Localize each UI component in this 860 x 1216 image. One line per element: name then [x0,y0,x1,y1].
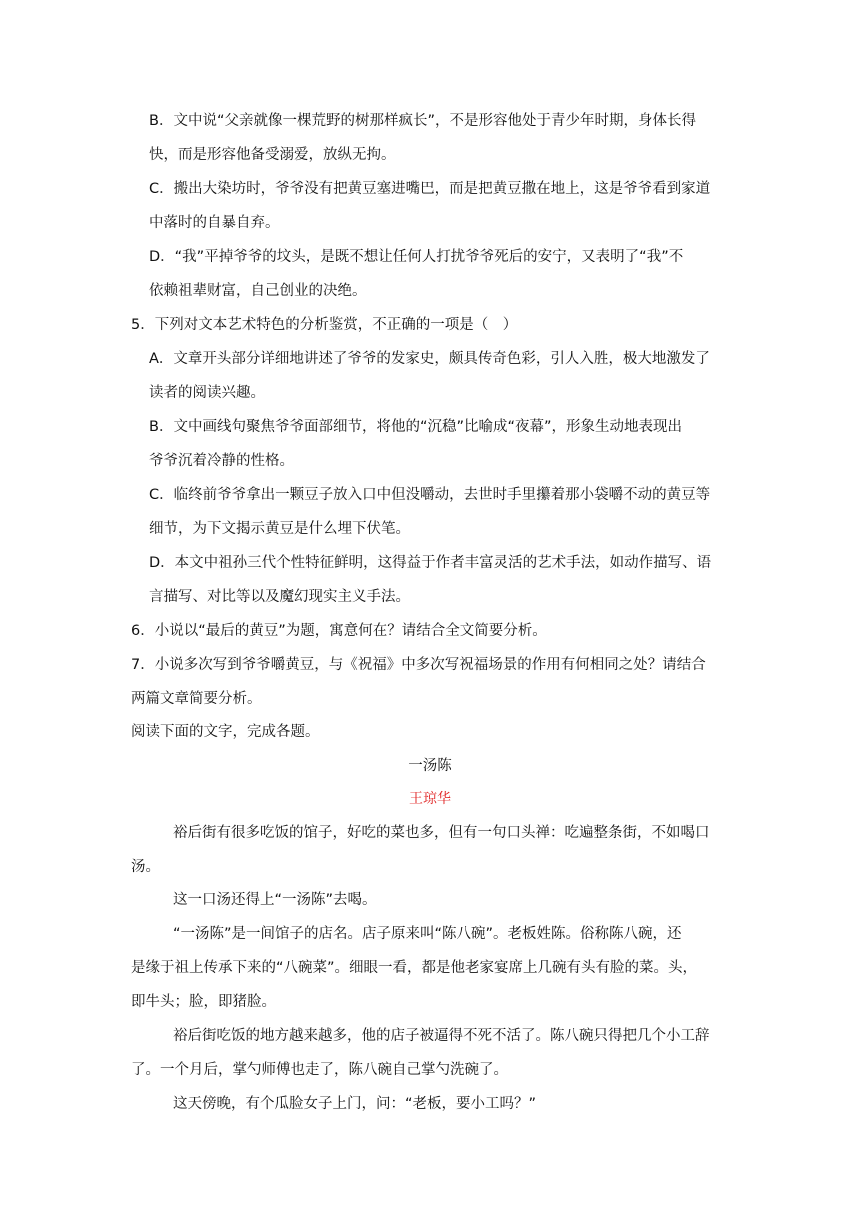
q4-option-c-line2: 中落时的自暴自弃。 [149,215,280,231]
story-paragraph-1-line2: 汤。 [131,859,160,875]
story-title: 一汤陈 [408,758,452,774]
story-paragraph-1-line1: 裕后街有很多吃饭的馆子，好吃的菜也多，但有一句口头禅：吃遍整条街，不如喝口 [173,825,710,841]
q7-stem-line2: 两篇文章简要分析。 [131,691,262,707]
q5-option-d-line2: 言描写、对比等以及魔幻现实主义手法。 [149,589,410,605]
story-paragraph-4-line2: 了。一个月后，掌勺师傅也走了，陈八碗自己掌勺洗碗了。 [131,1062,508,1078]
story-paragraph-2: 这一口汤还得上“一汤陈”去喝。 [173,892,377,908]
q5-option-c-line1: C．临终前爷爷拿出一颗豆子放入口中但没嚼动，去世时手里攥着那小袋嚼不动的黄豆等 [149,487,711,503]
q7-stem-line1: 7．小说多次写到爷爷嚼黄豆，与《祝福》中多次写祝福场景的作用有何相同之处？请结合 [131,657,706,673]
q5-stem: 5．下列对文本艺术特色的分析鉴赏，不正确的一项是（ ） [131,317,518,333]
q4-option-d-line1: D．“我”平掉爷爷的坟头，是既不想让任何人打扰爷爷死后的安宁，又表明了“我”不 [149,249,684,265]
q5-option-d-line1: D．本文中祖孙三代个性特征鲜明，这得益于作者丰富灵活的艺术手法，如动作描写、语 [149,555,712,571]
story-author: 王琼华 [409,791,451,807]
q5-option-b-line2: 爷爷沉着冷静的性格。 [149,453,294,469]
story-paragraph-3-line3: 即牛头；脸，即猪脸。 [131,994,276,1010]
q5-option-a-line2: 读者的阅读兴趣。 [149,385,265,401]
q4-option-b-line2: 快，而是形容他备受溺爱，放纵无拘。 [149,147,396,163]
story-paragraph-3-line2: 是缘于祖上传承下来的“八碗菜”。细眼一看，都是他老家宴席上几碗有头有脸的菜。头， [131,960,698,976]
q4-option-b-line1: B．文中说“父亲就像一棵荒野的树那样疯长”，不是形容他处于青少年时期，身体长得 [149,113,696,129]
q5-option-b-line1: B．文中画线句聚焦爷爷面部细节，将他的“沉稳”比喻成“夜幕”，形象生动地表现出 [149,419,682,435]
story-paragraph-3-line1: “一汤陈”是一间馆子的店名。店子原来叫“陈八碗”。老板姓陈。俗称陈八碗，还 [173,926,682,942]
q5-option-c-line2: 细节，为下文揭示黄豆是什么埋下伏笔。 [149,521,410,537]
reading-instruction: 阅读下面的文字，完成各题。 [131,724,320,740]
q4-option-c-line1: C．搬出大染坊时，爷爷没有把黄豆塞进嘴巴，而是把黄豆撒在地上，这是爷爷看到家道 [149,181,711,197]
q4-option-d-line2: 依赖祖辈财富，自己创业的决绝。 [149,283,367,299]
story-paragraph-5: 这天傍晚，有个瓜脸女子上门，问：“老板，要小工吗？” [173,1096,537,1112]
q5-option-a-line1: A．文章开头部分详细地讲述了爷爷的发家史，颇具传奇色彩，引人入胜，极大地激发了 [149,351,710,367]
q6-stem: 6．小说以“最后的黄豆”为题，寓意何在？请结合全文简要分析。 [131,623,547,639]
story-paragraph-4-line1: 裕后街吃饭的地方越来越多，他的店子被逼得不死不活了。陈八碗只得把几个小工辞 [173,1028,710,1044]
